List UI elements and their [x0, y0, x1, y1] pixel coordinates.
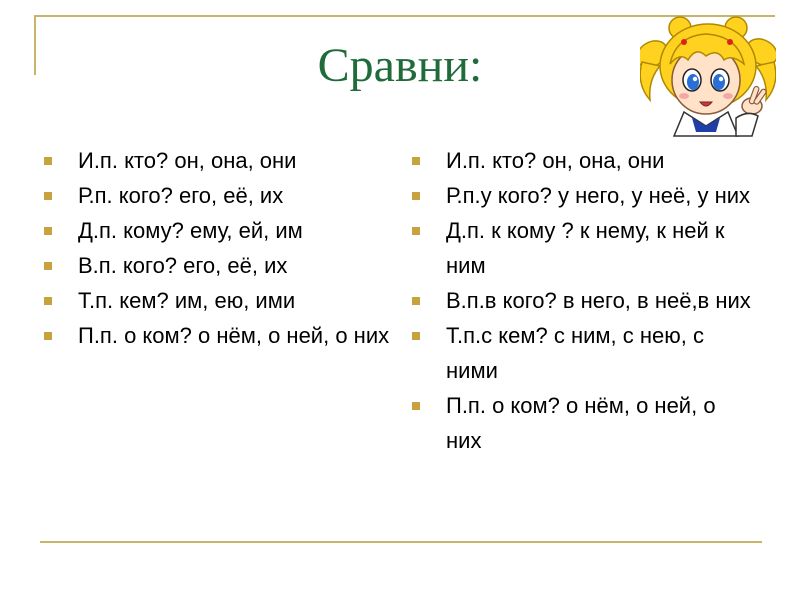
cartoon-girl-icon: [640, 14, 776, 140]
list-item: [412, 318, 757, 388]
list-item-text: В.п.в кого? в него, в неё,в них: [446, 288, 751, 313]
list-item-text: Т.п.с кем? с ним, с нею, с ними: [446, 323, 704, 383]
bullet-icon: [412, 402, 420, 410]
bullet-icon: [412, 297, 420, 305]
bullet-icon: [412, 332, 420, 340]
list-item: [44, 213, 390, 248]
bullet-icon: [44, 262, 52, 270]
list-item-text: Р.п.у кого? у него, у неё, у них: [446, 183, 751, 208]
list-item: [44, 283, 390, 318]
list-item: [44, 178, 390, 213]
list-item: [44, 318, 390, 353]
list-item-text: П.п. о ком? о нём, о ней, о них: [446, 393, 716, 453]
list-item: [44, 143, 390, 178]
list-item: [412, 388, 757, 458]
list-item-text: Д.п. к кому ? к нему, к ней к ним: [446, 218, 725, 278]
right-column-list: [412, 143, 757, 458]
list-item-text: И.п. кто? он, она, они: [78, 148, 297, 173]
list-item-text: Т.п. кем? им, ею, ими: [78, 288, 296, 313]
list-item: [44, 248, 390, 283]
left-column-list: [44, 143, 390, 353]
bullet-icon: [412, 157, 420, 165]
bullet-icon: [44, 227, 52, 235]
list-item: [412, 213, 757, 283]
list-item-text: Д.п. кому? ему, ей, им: [78, 218, 303, 243]
list-item-text: В.п. кого? его, её, их: [78, 253, 288, 278]
list-item-text: П.п. о ком? о нём, о ней, о них: [78, 323, 390, 348]
bullet-icon: [44, 332, 52, 340]
list-item-text: И.п. кто? он, она, они: [446, 148, 665, 173]
bottom-rule: [40, 541, 762, 543]
bullet-icon: [412, 227, 420, 235]
bullet-icon: [44, 297, 52, 305]
list-item-text: Р.п. кого? его, её, их: [78, 183, 284, 208]
list-item: [412, 143, 757, 178]
slide-title: Сравни:: [317, 39, 483, 92]
bullet-icon: [412, 192, 420, 200]
list-item: [412, 283, 757, 318]
list-item: [412, 178, 757, 213]
bullet-icon: [44, 157, 52, 165]
bullet-icon: [44, 192, 52, 200]
